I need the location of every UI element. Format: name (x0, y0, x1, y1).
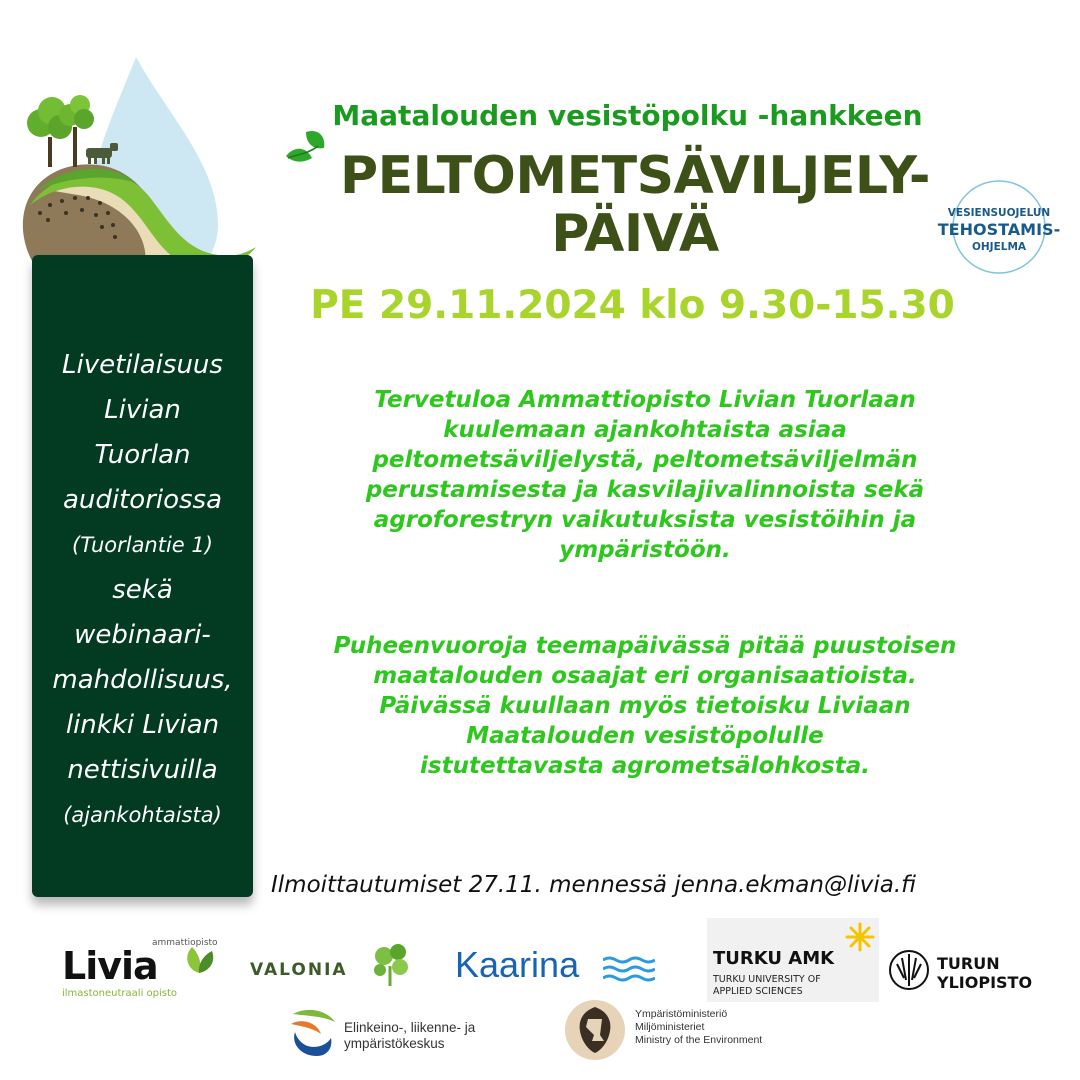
ministry-of-environment-logo (562, 997, 792, 1063)
livia-logo-sub: ilmastoneutraali opisto (62, 988, 178, 999)
ministry-line3: Ministry of the Environment (635, 1034, 763, 1046)
ely-line1: Elinkeino-, liikenne- ja (344, 1020, 476, 1035)
livia-logo-top: ammattiopisto (152, 938, 218, 948)
ely-name (344, 1020, 475, 1052)
torch-icon (888, 948, 930, 992)
intro-line: perustamisesta ja kasvilajivalinnoista sekä (365, 477, 925, 503)
event-title-line1: PELTOMETSÄVILJELY- (340, 146, 930, 206)
sidebar-line: auditoriossa (62, 485, 223, 515)
sidebar-line: sekä (112, 575, 173, 605)
speakers-line: maatalouden osaajat eri organisaatioista. (373, 663, 917, 689)
vesiensuojelun-badge (926, 179, 1072, 275)
ministry-line2: Miljöministeriet (635, 1021, 705, 1033)
speakers-line: Maatalouden vesistöpolulle (466, 723, 824, 749)
sidebar-line: Livian (104, 395, 181, 425)
sidebar-line: nettisivuilla (67, 755, 218, 785)
event-subtitle: Maatalouden vesistöpolku -hankkeen (332, 99, 923, 132)
badge-line1: VESIENSUOJELUN (947, 207, 1051, 219)
speakers-line: Päivässä kuullaan myös tietoisku Liviaan (379, 693, 911, 719)
intro-paragraph (270, 385, 1020, 565)
turku-amk-sub (713, 974, 821, 998)
turku-amk-logo (707, 918, 879, 1002)
intro-line: agroforestryn vaikutuksista vesistöihin ja (373, 507, 917, 533)
intro-line: peltometsäviljelystä, peltometsäviljelmän (372, 447, 918, 473)
speakers-line: istutettavasta agrometsälohkosta. (420, 753, 870, 779)
lion-crest-icon (562, 997, 628, 1063)
turun-yliopisto-line2: YLIOPISTO (937, 973, 1033, 992)
kaarina-logo-name: Kaarina (455, 944, 580, 985)
turun-yliopisto-name (937, 954, 1032, 992)
ministry-name (635, 1008, 762, 1047)
livia-logo (58, 938, 218, 998)
speakers-paragraph (270, 631, 1020, 781)
event-title (290, 147, 980, 263)
event-date: PE 29.11.2024 klo 9.30-15.30 (310, 283, 955, 328)
intro-line: ympäristöön. (559, 537, 731, 563)
star-icon (845, 922, 875, 952)
ely-emblem-icon (287, 1004, 339, 1060)
kaarina-wave-icon (603, 956, 655, 982)
ely-line2: ympäristökeskus (344, 1036, 445, 1051)
registration-info: Ilmoittautumiset 27.11. mennessä jenna.ekman@livia.fi (271, 872, 916, 898)
turku-amk-sub-line1: TURKU UNIVERSITY OF (713, 974, 821, 985)
valonia-leaf-icon (370, 942, 412, 988)
badge-line3: OHJELMA (971, 241, 1027, 253)
badge-line2: TEHOSTAMIS- (937, 220, 1061, 239)
sidebar-line: (ajankohtaista) (63, 803, 222, 827)
turku-amk-sub-line2: APPLIED SCIENCES (713, 986, 803, 997)
turun-yliopisto-logo (888, 948, 1048, 998)
intro-line: kuulemaan ajankohtaista asiaa (443, 417, 847, 443)
sidebar-line: Livetilaisuus (62, 350, 223, 380)
ministry-line1: Ympäristöministeriö (635, 1008, 728, 1020)
speakers-line: Puheenvuoroja teemapäivässä pitää puustoisen (333, 633, 957, 659)
kaarina-logo (455, 942, 660, 992)
sidebar-line: (Tuorlantie 1) (72, 533, 213, 557)
intro-line: Tervetuloa Ammattiopisto Livian Tuorlaan (374, 387, 916, 413)
livia-logo-name: Livia (62, 944, 158, 988)
sidebar-event-info (32, 255, 253, 897)
sidebar-line: linkki Livian (65, 710, 220, 740)
event-title-line2: PÄIVÄ (551, 204, 719, 264)
valonia-logo (250, 938, 415, 998)
ely-logo (287, 1004, 527, 1062)
turun-yliopisto-line1: TURUN (937, 954, 1000, 973)
sidebar-line: mahdollisuus, (52, 665, 233, 695)
livia-leaf-icon (182, 943, 216, 977)
sidebar-line: webinaari- (74, 620, 211, 650)
turku-amk-name: TURKU AMK (713, 948, 835, 969)
sidebar-line: Tuorlan (94, 440, 191, 470)
valonia-logo-name: VALONIA (250, 960, 348, 980)
